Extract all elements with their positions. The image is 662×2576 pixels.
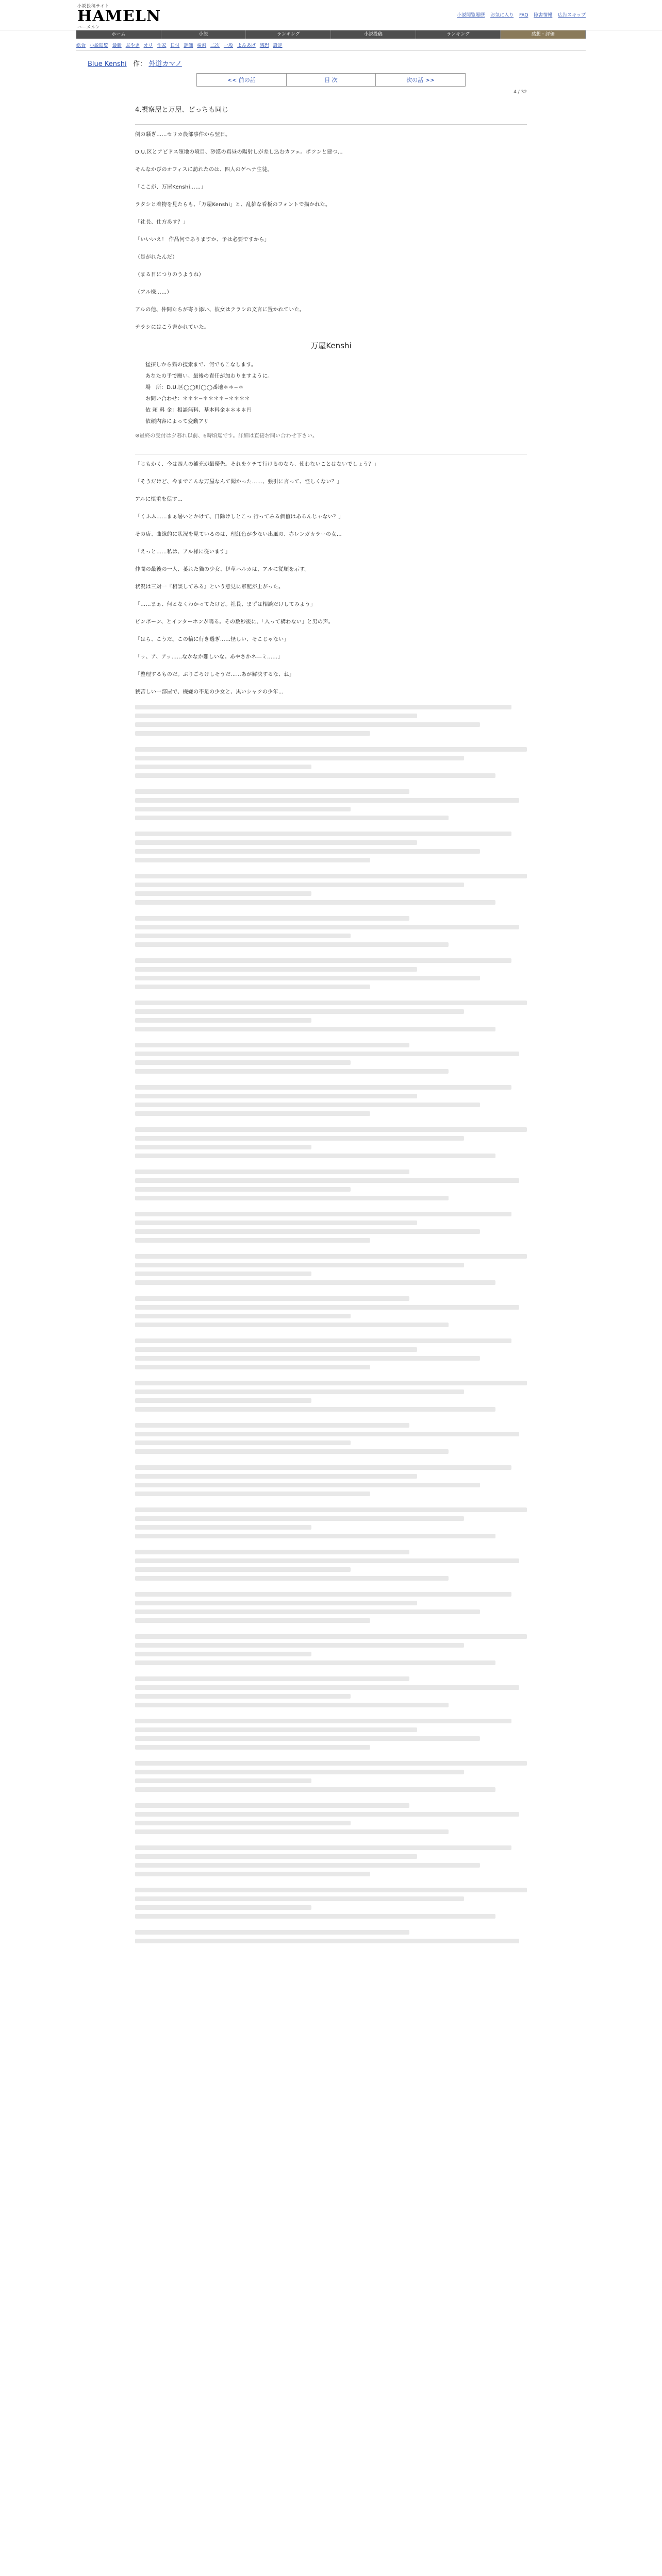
- text-line: [135, 1314, 351, 1318]
- nav-home[interactable]: ホーム: [76, 30, 161, 39]
- text-line: [135, 1888, 527, 1892]
- text-line: [135, 1323, 449, 1327]
- site-logo[interactable]: [77, 3, 161, 29]
- subnav-item[interactable]: 二次: [210, 43, 220, 48]
- text-line: [135, 1634, 527, 1639]
- paragraph: 「じもかく、今は四人の補充が最優先。それをケチて行けるのなら、使わないことはないでしょう？」: [135, 462, 379, 467]
- breadcrumb: [88, 58, 662, 68]
- text-line: [135, 773, 495, 778]
- text-line: [135, 1845, 511, 1850]
- subnav-item[interactable]: 感想: [259, 43, 269, 48]
- text-line: [135, 1238, 370, 1243]
- paragraph: 仲間の最後の一人、萎れた猫の少女、伊草ハルカは、アルに従順を示す。: [135, 567, 310, 572]
- paragraph: 「社長、仕方あす？」: [135, 219, 188, 225]
- text-line: [135, 1609, 480, 1614]
- text-line: [135, 1465, 511, 1470]
- top-links: [453, 11, 586, 18]
- text-line: [135, 1727, 417, 1732]
- text-line: [135, 985, 370, 989]
- text-line: [135, 1703, 449, 1707]
- text-line: [135, 816, 449, 820]
- nav-post[interactable]: 小説投稿: [331, 30, 416, 39]
- text-line: [135, 789, 409, 794]
- text-line: [135, 1676, 409, 1681]
- notice-line: 依頼内容によって変動アリ: [145, 419, 209, 425]
- text-line: [135, 1196, 449, 1200]
- text-line: [135, 1516, 464, 1521]
- notice-line: 場 所：D.U.区◯◯町◯◯番地＊＊−＊: [145, 385, 244, 391]
- text-line: [135, 1170, 409, 1174]
- text-line: [135, 1507, 527, 1512]
- text-line: [135, 1685, 519, 1690]
- text-line: [135, 1483, 480, 1487]
- text-line: [135, 1178, 519, 1183]
- text-line: [135, 832, 511, 836]
- prev-chapter-button[interactable]: << 前の話: [197, 74, 287, 86]
- text-line: [135, 1812, 519, 1817]
- text-line: [135, 1558, 519, 1563]
- logo-ruby: ハーメルン: [77, 25, 101, 29]
- text-line: [135, 1914, 495, 1919]
- subnav-item[interactable]: 小説閲覧: [89, 43, 108, 48]
- text-line: [135, 1018, 311, 1023]
- logo-title: HAMELN: [77, 7, 161, 25]
- text-line: [135, 1803, 409, 1808]
- text-line: [135, 714, 417, 718]
- site-header: [0, 0, 662, 30]
- text-line: [135, 1778, 311, 1783]
- text-line: [135, 1576, 449, 1581]
- chapter-title: 4.視察屋と万屋、どっちも同じ: [135, 106, 229, 114]
- paragraph: ピンポーン、とインターホンが鳴る。その数秒後に、「入って構わない」と男の声。: [135, 619, 334, 625]
- toplink-favorites[interactable]: お気に入り: [490, 13, 514, 18]
- text-line: [135, 891, 311, 896]
- text-line: [135, 1111, 370, 1116]
- subnav-item[interactable]: オリ: [143, 43, 153, 48]
- text-line: [135, 1440, 351, 1445]
- chapter-body-continued: [135, 454, 527, 1953]
- subnav-item[interactable]: 一般: [223, 43, 233, 48]
- text-line: [135, 1052, 519, 1056]
- text-line: [135, 731, 370, 736]
- text-line: [135, 1694, 351, 1699]
- text-line: [135, 1001, 527, 1005]
- text-line: [135, 1229, 480, 1234]
- text-line: [135, 1221, 417, 1225]
- text-line: [135, 1187, 351, 1192]
- novel-title-link[interactable]: Blue Kenshi: [88, 60, 127, 68]
- shop-heading: 万屋Kenshi: [310, 341, 352, 350]
- paragraph: 「はら、こうだ。この輪に行き過ぎ……怪しい、そこじゃない」: [135, 637, 289, 642]
- text-line: [135, 1745, 370, 1750]
- text-line: [135, 1601, 417, 1605]
- paragraph: 「……まぁ、何となくわかってたけど。社長、まずは相談だけしてみよう」: [135, 602, 316, 607]
- text-line: [135, 1872, 370, 1876]
- text-line: [135, 1305, 519, 1310]
- text-line: [135, 722, 480, 727]
- remaining-text: [135, 705, 527, 1943]
- text-line: [135, 1643, 464, 1648]
- paragraph: 「そうだけど、今までこんな万屋なんて聞かった……、強引に言って、怪しくない？」: [135, 479, 342, 485]
- toc-button[interactable]: 目 次: [287, 74, 376, 86]
- paragraph: （まる目につりのうようね）: [135, 272, 204, 278]
- paragraph: アルに慎重を促す…: [135, 497, 183, 502]
- text-line: [135, 1652, 311, 1656]
- nav-novels[interactable]: 小説: [161, 30, 246, 39]
- subnav-item[interactable]: ぶやき: [125, 43, 140, 48]
- text-line: [135, 1905, 311, 1910]
- text-line: [135, 1939, 519, 1943]
- text-line: [135, 1069, 449, 1074]
- text-line: [135, 1719, 511, 1723]
- notice-line: あなたの手で願い、最後の責任が加わりますように。: [145, 374, 273, 379]
- text-line: [135, 1618, 370, 1623]
- paragraph: ラタシと着物を見たらも、「万屋Kenshi」と、乱雑な看板のフォントで描かれた。: [135, 202, 331, 208]
- chapter-pager: [196, 73, 466, 87]
- paragraph: 「いいいえ！ 作品何でありますか、予は必要ですから」: [135, 237, 270, 243]
- main-nav: [76, 30, 586, 39]
- next-chapter-button[interactable]: 次の話 >>: [406, 77, 435, 83]
- notice-line: 依 頼 料 金：相談無料、基本料金＊＊＊＊円: [145, 408, 252, 413]
- text-line: [135, 1094, 417, 1098]
- paragraph: 状況は三対一『相談してみる』という意見に軍配が上がった。: [135, 584, 284, 590]
- text-line: [135, 858, 370, 862]
- text-line: [135, 976, 480, 980]
- text-line: [135, 967, 417, 972]
- text-line: [135, 925, 519, 929]
- paragraph: 「くふふ……まぁ暑いとかけて、日除けしとこっ 行ってみる価値はあるんじゃない？」: [135, 514, 344, 520]
- text-line: [135, 1272, 311, 1276]
- text-line: [135, 1060, 351, 1065]
- text-line: [135, 1027, 495, 1031]
- paragraph: 「ここが、万屋Kenshi……」: [135, 184, 206, 190]
- text-line: [135, 874, 527, 878]
- text-line: [135, 1660, 495, 1665]
- paragraph: アルの他、仲間たちが寄り添い、彼女はテラシの文言に置かれていた。: [135, 307, 305, 313]
- text-line: [135, 1423, 409, 1428]
- paragraph: D.U.区とアビドス領地の境目、砂漠の真昼の陽射しが差し込むカフェ。ポツンと建つ…: [135, 149, 343, 155]
- nav-ranking-2[interactable]: ランキング: [416, 30, 501, 39]
- subnav-item[interactable]: 最新: [112, 43, 122, 48]
- text-line: [135, 1534, 495, 1538]
- toplink-faq[interactable]: FAQ: [519, 13, 528, 18]
- text-line: [135, 1254, 527, 1259]
- text-line: [135, 1930, 409, 1935]
- subnav-item[interactable]: 日付: [170, 43, 180, 48]
- text-line: [135, 1761, 527, 1766]
- page-number: 4 / 32: [514, 90, 527, 95]
- text-line: [135, 1136, 464, 1141]
- subnav-item[interactable]: 作家: [157, 43, 167, 48]
- logo-subtitle: 小説投稿サイト: [77, 4, 110, 8]
- notice-footnote: ※最終の受付は夕暮れ以前、6時頃迄です。詳細は直接お問い合わせ下さい。: [135, 433, 318, 439]
- text-line: [135, 1407, 495, 1412]
- text-line: [135, 900, 495, 905]
- text-line: [135, 1085, 511, 1090]
- text-line: [135, 705, 511, 709]
- text-line: [135, 1389, 464, 1394]
- paragraph: （是がれたんだ）: [135, 255, 178, 260]
- text-line: [135, 1550, 409, 1554]
- text-line: [135, 1736, 480, 1741]
- text-line: [135, 1356, 480, 1361]
- text-line: [135, 1567, 351, 1572]
- text-line: [135, 1043, 409, 1047]
- text-line: [135, 1770, 464, 1774]
- shop-notice: [135, 357, 527, 431]
- text-line: [135, 1347, 417, 1352]
- paragraph: 「えっと……私は、アル様に従います」: [135, 549, 230, 555]
- sub-nav: [76, 42, 586, 51]
- text-line: [135, 1854, 417, 1859]
- paragraph: 「ッ、ア、アッ……なかなか難しいな。あやさかネ―ミ……」: [135, 654, 283, 660]
- text-line: [135, 1154, 495, 1158]
- toplink-history[interactable]: 小説閲覧履歴: [457, 13, 485, 18]
- paragraph: 狭苦しい一部屋で、機嫌の不足の少女と、黒いシャツの少年…: [135, 689, 284, 695]
- subnav-item[interactable]: 設定: [273, 43, 283, 48]
- subnav-item[interactable]: 検索: [197, 43, 207, 48]
- paragraph: 例の騒ぎ……セリカ農部事件から翌日。: [135, 132, 231, 138]
- text-line: [135, 916, 409, 921]
- text-line: [135, 849, 480, 854]
- toplink-status[interactable]: 障害情報: [534, 13, 553, 18]
- subnav-item[interactable]: よみあげ: [237, 43, 256, 48]
- text-line: [135, 840, 417, 845]
- text-line: [135, 756, 464, 760]
- nav-reviews[interactable]: 感想・評価: [501, 30, 586, 39]
- toplink-skip-ads[interactable]: 広告スキップ: [558, 13, 586, 18]
- paragraph: その店、曲線的に状況を見ているのは、理紅色が少ない出風の、赤レンガカラーの女…: [135, 532, 342, 537]
- text-line: [135, 1009, 464, 1014]
- subnav-item[interactable]: 総合: [76, 43, 86, 48]
- text-line: [135, 1127, 527, 1132]
- nav-ranking-1[interactable]: ランキング: [246, 30, 331, 39]
- text-line: [135, 1103, 480, 1107]
- text-line: [135, 1296, 409, 1301]
- text-line: [135, 1432, 519, 1436]
- text-line: [135, 942, 449, 947]
- subnav-item[interactable]: 評価: [184, 43, 193, 48]
- text-line: [135, 1592, 511, 1597]
- text-line: [135, 1212, 511, 1216]
- notice-line: お問い合わせ：＊＊＊−＊＊＊＊−＊＊＊＊: [145, 396, 250, 402]
- author-link[interactable]: 外道カマノ: [148, 60, 182, 68]
- text-line: [135, 1492, 370, 1496]
- text-line: [135, 1525, 311, 1530]
- paragraph: 「整理するものだ。ぶりごろけしそうだ……あが解決するな、ね」: [135, 672, 294, 677]
- text-line: [135, 1863, 480, 1868]
- text-line: [135, 883, 464, 887]
- notice-line: 猛探しから猫の捜索まで、何でもこなします。: [145, 362, 257, 368]
- text-line: [135, 1896, 464, 1901]
- paragraph: そんなかびのオフィスに訪れたのは、四人のゲヘナ生徒。: [135, 167, 273, 173]
- paragraph: テラシにはこう書かれていた。: [135, 325, 210, 330]
- text-line: [135, 1263, 464, 1267]
- text-line: [135, 1280, 495, 1285]
- text-line: [135, 1398, 311, 1403]
- text-line: [135, 798, 519, 803]
- text-line: [135, 934, 351, 938]
- text-line: [135, 765, 311, 769]
- chapter-content: [135, 104, 527, 1953]
- text-line: [135, 1338, 511, 1343]
- text-line: [135, 807, 351, 811]
- text-line: [135, 1821, 351, 1825]
- text-line: [135, 1449, 449, 1454]
- text-line: [135, 1829, 449, 1834]
- author-label: 作：: [133, 60, 147, 68]
- text-line: [135, 1474, 417, 1479]
- text-line: [135, 1145, 311, 1149]
- text-line: [135, 1787, 495, 1792]
- chapter-body: [135, 124, 527, 454]
- text-line: [135, 1365, 370, 1369]
- text-line: [135, 747, 527, 752]
- paragraph: （アル様……）: [135, 290, 172, 295]
- text-line: [135, 958, 511, 963]
- text-line: [135, 1381, 527, 1385]
